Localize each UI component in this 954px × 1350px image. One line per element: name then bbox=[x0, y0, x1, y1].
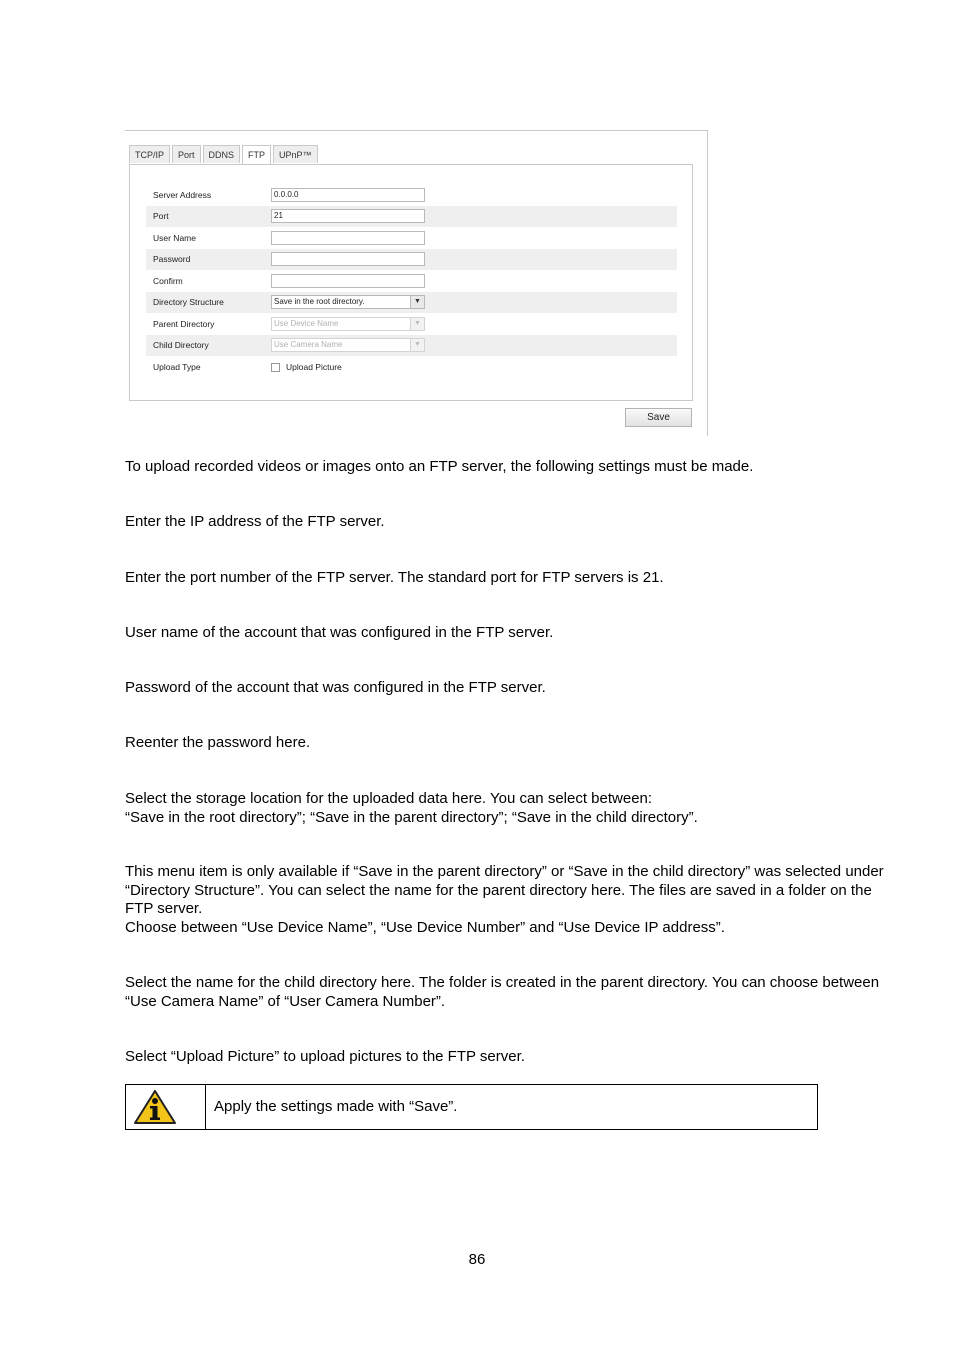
directory-structure-value: Save in the root directory. bbox=[274, 297, 365, 306]
upload-type-description: Select “Upload Picture” to upload pictures to the FTP server. bbox=[125, 1048, 525, 1065]
chevron-down-icon[interactable]: ▼ bbox=[410, 339, 424, 351]
confirm-input[interactable] bbox=[271, 274, 425, 288]
save-button[interactable]: Save bbox=[625, 408, 692, 427]
parent-directory-description bbox=[125, 863, 885, 937]
parent-directory-text-1: This menu item is only available if “Save in the parent directory” or “Save in the child directory” was selected under “Directory Structure”. You can select the name for the parent directory here. The files are saved in a folder on the FTP server. bbox=[125, 863, 884, 917]
server-address-row bbox=[146, 185, 677, 206]
settings-tabs bbox=[129, 145, 320, 164]
ftp-settings-panel bbox=[129, 164, 693, 401]
note-text: Apply the settings made with “Save”. bbox=[214, 1098, 458, 1115]
server-address-label: Server Address bbox=[153, 190, 212, 200]
chevron-down-icon[interactable]: ▼ bbox=[410, 296, 424, 308]
password-input[interactable] bbox=[271, 252, 425, 266]
server-address-input[interactable]: 0.0.0.0 bbox=[271, 188, 425, 202]
intro-paragraph: To upload recorded videos or images onto an FTP server, the following settings must be made. bbox=[125, 458, 754, 475]
child-directory-description: Select the name for the child directory here. The folder is created in the parent directory. You can choose between “Use Camera Name” of “User Camera Number”. bbox=[125, 974, 880, 1010]
port-input[interactable]: 21 bbox=[271, 209, 425, 223]
directory-structure-line-2: “Save in the root directory”; “Save in the parent directory”; “Save in the child directory”. bbox=[125, 808, 698, 826]
directory-structure-row bbox=[146, 292, 677, 313]
upload-type-row bbox=[146, 357, 677, 378]
directory-structure-label: Directory Structure bbox=[153, 297, 224, 307]
user-name-label: User Name bbox=[153, 233, 196, 243]
directory-structure-line-1: Select the storage location for the uploaded data here. You can select between: bbox=[125, 790, 653, 807]
chevron-down-icon[interactable]: ▼ bbox=[410, 318, 424, 330]
child-directory-label: Child Directory bbox=[153, 340, 209, 350]
parent-directory-label: Parent Directory bbox=[153, 319, 215, 329]
port-description: Enter the port number of the FTP server. The standard port for FTP servers is 21. bbox=[125, 569, 664, 586]
confirm-row bbox=[146, 271, 677, 292]
user-name-input[interactable] bbox=[271, 231, 425, 245]
child-directory-value: Use Camera Name bbox=[274, 340, 343, 349]
confirm-description: Reenter the password here. bbox=[125, 734, 311, 751]
info-warning-icon bbox=[133, 1089, 177, 1125]
ftp-settings-screenshot bbox=[125, 130, 708, 436]
password-row bbox=[146, 249, 677, 270]
confirm-label: Confirm bbox=[153, 276, 183, 286]
directory-structure-description bbox=[125, 790, 885, 827]
upload-picture-checkbox[interactable] bbox=[271, 363, 280, 372]
directory-structure-select[interactable] bbox=[271, 295, 425, 309]
user-name-description: User name of the account that was configured in the FTP server. bbox=[125, 624, 554, 641]
tab-ddns[interactable]: DDNS bbox=[203, 145, 241, 163]
parent-directory-value: Use Device Name bbox=[274, 319, 339, 328]
user-name-row bbox=[146, 228, 677, 249]
note-icon-cell bbox=[126, 1085, 206, 1129]
tab-port[interactable]: Port bbox=[172, 145, 201, 163]
password-description: Password of the account that was configured in the FTP server. bbox=[125, 679, 546, 696]
page-number: 86 bbox=[468, 1251, 486, 1268]
parent-directory-row bbox=[146, 314, 677, 335]
password-label: Password bbox=[153, 254, 191, 264]
info-note-box bbox=[125, 1084, 818, 1130]
upload-picture-label[interactable]: Upload Picture bbox=[286, 362, 342, 372]
tab-ftp[interactable]: FTP bbox=[242, 145, 271, 165]
server-address-description: Enter the IP address of the FTP server. bbox=[125, 513, 385, 530]
upload-type-label: Upload Type bbox=[153, 362, 201, 372]
tab-tcpip[interactable]: TCP/IP bbox=[129, 145, 170, 163]
tab-upnp[interactable]: UPnP™ bbox=[273, 145, 318, 163]
child-directory-select[interactable] bbox=[271, 338, 425, 352]
child-directory-row bbox=[146, 335, 677, 356]
parent-directory-select[interactable] bbox=[271, 317, 425, 331]
parent-directory-text-2: Choose between “Use Device Name”, “Use Device Number” and “Use Device IP address”. bbox=[125, 918, 725, 936]
port-label: Port bbox=[153, 211, 169, 221]
port-row bbox=[146, 206, 677, 227]
